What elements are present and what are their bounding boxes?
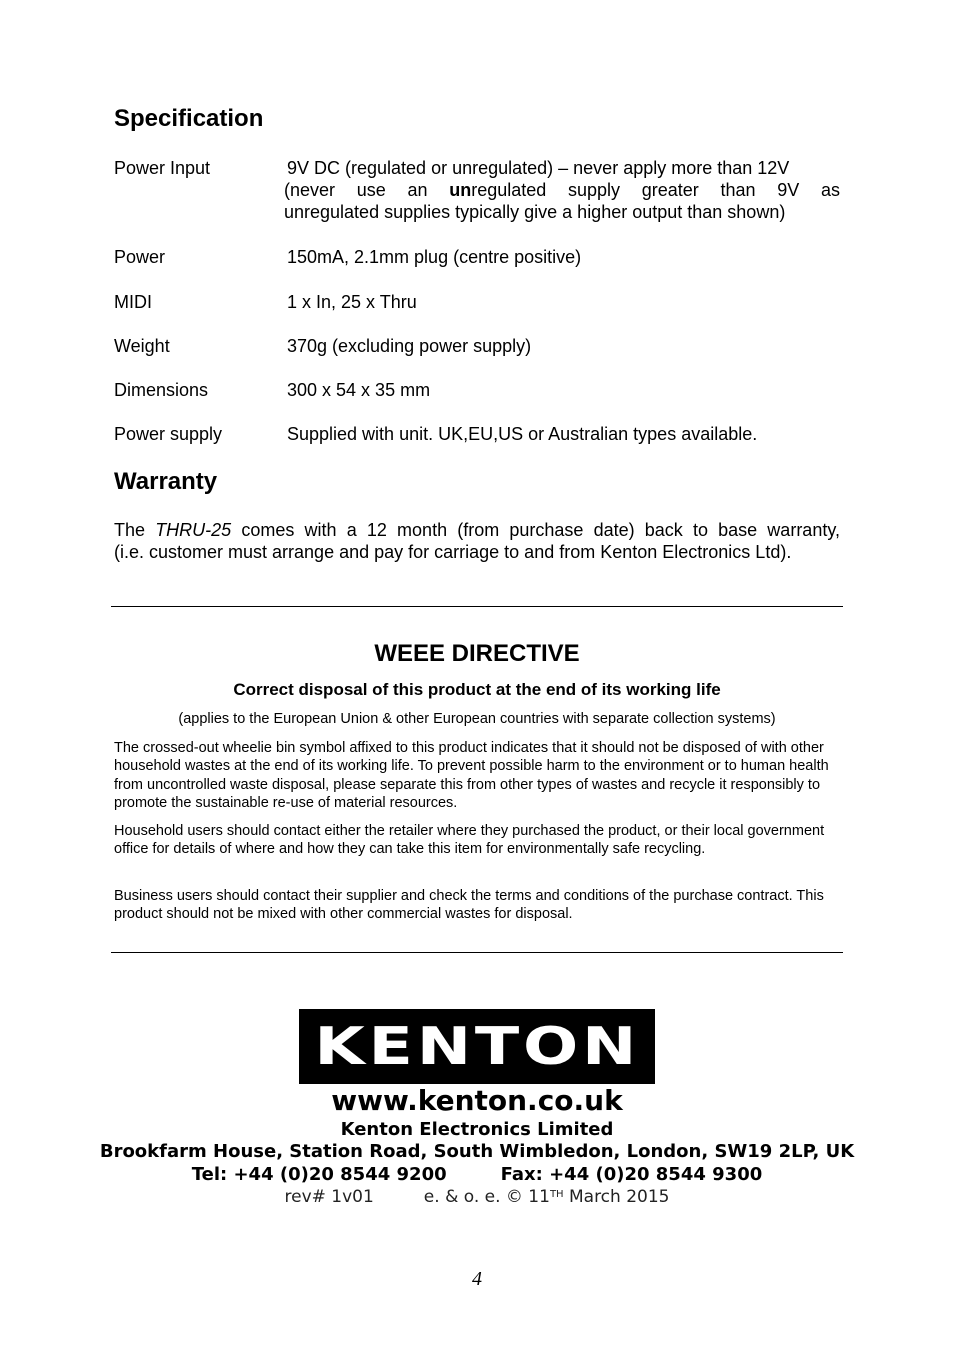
- spec-value-power-input: [284, 157, 840, 223]
- kenton-logo: [299, 1009, 655, 1084]
- company-address: Brookfarm House, Station Road, South Wimbledon, London, SW19 2LP, UK: [99, 1141, 855, 1162]
- website-link[interactable]: www.kenton.co.uk: [331, 1084, 623, 1117]
- fax: Fax: +44 (0)20 8544 9300: [500, 1164, 763, 1185]
- revision: rev# 1v01: [284, 1187, 374, 1207]
- spec-line2-bold: un: [449, 180, 472, 200]
- logo-text: KENTON: [314, 1016, 640, 1077]
- spec-value-weight: 370g (excluding power supply): [287, 336, 532, 356]
- warranty-product-name: THRU-25: [155, 520, 232, 540]
- contact-numbers: [0, 1164, 954, 1185]
- warranty-line1: [114, 519, 840, 541]
- spec-label-weight: Weight: [114, 336, 170, 356]
- weee-paragraph-1: The crossed-out wheelie bin symbol affixed to this product indicates that it should not be disposed of with other household wastes at the end of its working life. To prevent possible harm to the environment or to human health from uncontrolled waste disposal, please separate this from other types of wastes and recycle it responsibly to promote the sustainable re-use of material resources.: [114, 740, 829, 811]
- spec-label-midi: MIDI: [114, 292, 152, 312]
- specification-heading: Specification: [114, 105, 264, 132]
- spec-line2-pre: (never use an: [284, 180, 450, 200]
- spec-label-power-input: Power Input: [114, 158, 211, 178]
- spec-value-power: 150mA, 2.1mm plug (centre positive): [287, 247, 582, 267]
- eoe-date-post: March 2015: [563, 1187, 670, 1207]
- weee-paragraph-2: Household users should contact either the retailer where they purchased the product, or their local government office for details of where and how they can take this item for environmentally safe recycling.: [114, 823, 825, 858]
- spec-power-input-line2: [284, 179, 840, 201]
- spec-label-power-supply: Power supply: [114, 424, 223, 444]
- spec-line2-post: regulated supply greater than 9V as: [471, 180, 840, 200]
- spec-value-power-supply: Supplied with unit. UK,EU,US or Australian types available.: [287, 424, 758, 444]
- warranty-text: [114, 519, 840, 563]
- spec-label-dimensions: Dimensions: [114, 380, 209, 400]
- weee-subtitle: Correct disposal of this product at the end of its working life: [233, 680, 721, 699]
- warranty-line1-post: comes with a 12 month (from purchase date) back to base warranty,: [231, 520, 840, 540]
- spec-value-midi: 1 x In, 25 x Thru: [287, 292, 417, 312]
- weee-applies: (applies to the European Union & other European countries with separate collection systems): [178, 711, 776, 727]
- spec-label-power: Power: [114, 247, 166, 267]
- telephone: Tel: +44 (0)20 8544 9200: [191, 1164, 447, 1185]
- eoe-date-sup: TH: [549, 1189, 564, 1200]
- spec-power-input-line1: 9V DC (regulated or unregulated) – never apply more than 12V: [287, 158, 790, 178]
- company-name: Kenton Electronics Limited: [340, 1119, 614, 1140]
- spec-value-dimensions: 300 x 54 x 35 mm: [287, 380, 431, 400]
- warranty-heading: Warranty: [114, 468, 218, 495]
- weee-title: WEEE DIRECTIVE: [374, 640, 580, 667]
- eoe-date-pre: e. & o. e. © 11: [423, 1187, 550, 1207]
- weee-paragraph-3: Business users should contact their supplier and check the terms and conditions of the purchase contract. This product should not be mixed with other commercial wastes for disposal.: [114, 888, 824, 923]
- divider-bottom: [111, 952, 843, 953]
- warranty-line2: (i.e. customer must arrange and pay for carriage to and from Kenton Electronics Ltd).: [114, 542, 792, 562]
- warranty-line1-pre: The: [114, 520, 156, 540]
- page-number: 4: [472, 1268, 482, 1290]
- divider-top: [111, 606, 843, 607]
- spec-power-input-line3: unregulated supplies typically give a higher output than shown): [284, 202, 786, 222]
- revision-line: [0, 1187, 954, 1207]
